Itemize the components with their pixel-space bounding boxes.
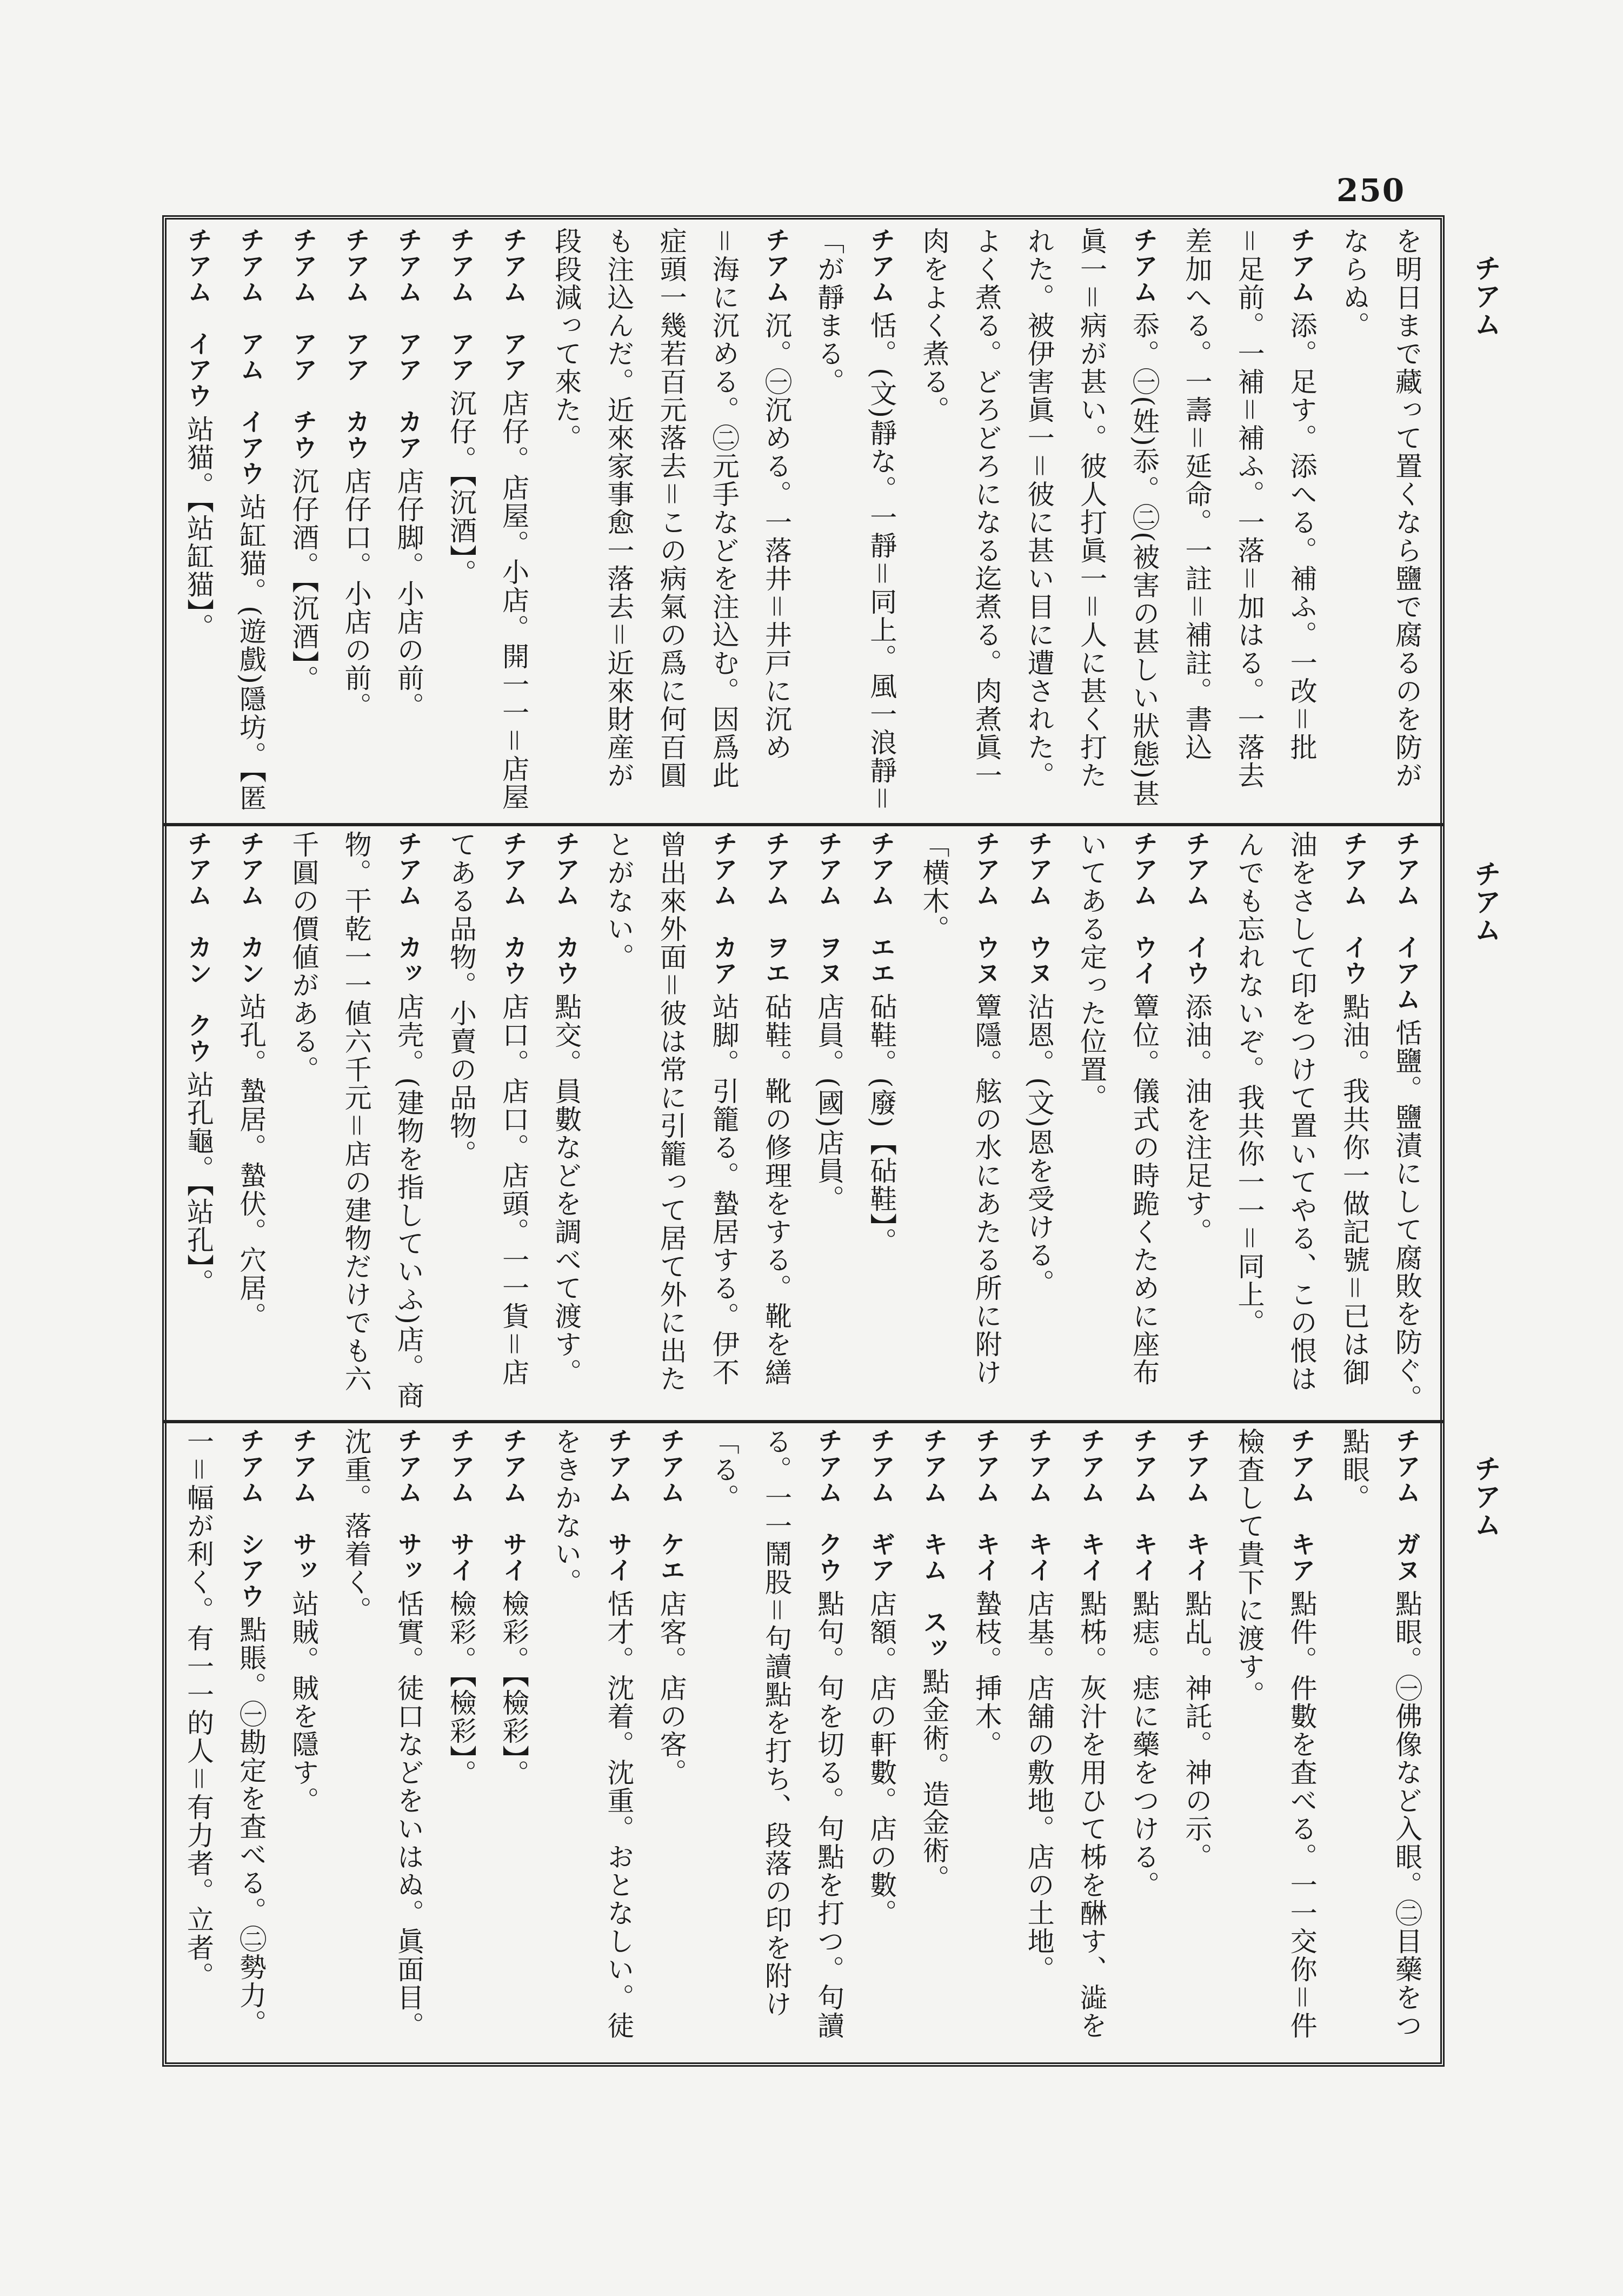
dictionary-section-bottom [172,1428,1433,2055]
entry-text: 恬才。沈着。沈重。おとなしい。徒 [603,1590,635,2040]
entry-text: も注込んだ。近來家事愈一落去＝近來財産が [603,227,635,789]
entry-text: ならぬ。 [1338,227,1370,340]
entry-reading: チアム イウ [1182,831,1212,986]
entry-text: 點賬。㊀勘定を査べる。㊁勢力。 [235,1616,267,2038]
dictionary-column [331,227,382,817]
entry-text: 檢彩。【檢彩】。 [445,1590,477,1788]
entry-reading: チアム カッ [394,831,423,986]
dictionary-column [1224,227,1275,817]
dictionary-column [1014,1428,1065,2055]
dictionary-column [174,831,224,1414]
dictionary-column [751,227,802,817]
dictionary-column [278,227,329,817]
entry-reading: チアム カウ [551,831,581,986]
dictionary-column [1382,831,1433,1414]
dictionary-column [1119,1428,1170,2055]
entry-text: 點痣。痣に藥をつける。 [1128,1590,1160,1899]
entry-text: 點柹。灰汁を用ひて柹を醂す、澁を [1075,1590,1107,2040]
entry-text: 點油。我共你一做記號＝已は御 [1338,993,1370,1386]
dictionary-column [909,227,960,817]
entry-text: 沉。㊀沉める。一落井＝井戸に沉め [760,311,792,761]
entry-text: ＝足前。一補＝補ふ。一落＝加はる。一落去 [1233,227,1265,789]
entry-text: 忝。㊀(姓)忝。㊁(被害の甚しい狀態)甚 [1128,311,1160,808]
entry-reading: チアム サッ [289,1428,318,1583]
entry-text: 站缸猫。(遊戲)隱坊。【匿 [235,493,267,813]
entry-text: とがない。 [603,831,635,971]
dictionary-column [489,831,540,1414]
entry-reading: チアム キム スッ [919,1428,949,1661]
section-divider-lower [162,1420,1445,1423]
entry-reading: チアム サイ [499,1428,529,1583]
entry-text: 檢査して貴下に渡す。 [1233,1428,1265,1709]
entry-text: 站孔龜。【站孔】。 [183,1071,215,1297]
entry-text: 店客。店の客。 [655,1590,687,1787]
entry-reading: チアム アア カア [394,227,423,461]
entry-reading: チアム クウ [814,1428,844,1583]
entry-text: 店口。店口。店頭。一一貨＝店 [498,993,530,1386]
section-divider-upper [162,823,1445,826]
entry-reading: チアム シアウ [236,1428,266,1609]
entry-reading: チアム キア [1287,1428,1316,1583]
running-head-middle: チアム [1470,860,1501,944]
entry-text: 蟄枝。挿木。 [970,1590,1002,1759]
dictionary-column [1276,1428,1327,2055]
entry-text: 沈重。落着く。 [340,1428,372,1624]
entry-text: 砧鞋。靴の修理をする。靴を繕 [760,993,792,1386]
entry-text: 添油。油を注足す。 [1181,993,1213,1246]
dictionary-column [961,831,1012,1414]
dictionary-column [856,227,907,817]
entry-text: 點交。員數などを調べて渡す。 [550,993,582,1386]
dictionary-column [174,1428,224,2055]
dictionary-column [594,1428,644,2055]
dictionary-column [1329,227,1380,817]
dictionary-column [278,1428,329,2055]
entry-text: 差加へる。一壽＝延命。一註＝補註。書込 [1181,227,1213,761]
entry-text: 點乩。神託。神の示。 [1181,1590,1213,1871]
entry-text: 站孔。蟄居。蟄伏。穴居。 [235,993,267,1330]
dictionary-column [1329,831,1380,1414]
entry-text: 恬鹽。鹽漬にして腐敗を防ぐ。 [1391,1019,1422,1412]
dictionary-column [436,831,487,1414]
dictionary-column [961,1428,1012,2055]
entry-reading: チアム ウイ [1129,831,1159,986]
dictionary-column [278,831,329,1414]
entry-reading: チアム カン クウ [184,831,214,1064]
dictionary-column [541,1428,592,2055]
dictionary-column [804,831,855,1414]
entry-text: 店仔。店屋。小店。開一一＝店屋 [498,389,530,811]
dictionary-column [594,831,644,1414]
entry-reading: チアム ウヌ [972,831,1001,986]
entry-text: 「る。 [708,1428,740,1512]
entry-text: 添。足す。添へる。補ふ。一改＝批 [1286,311,1318,761]
entry-text: 恬。(文)靜な。一靜＝同上。風一浪靜＝ [866,311,897,813]
dictionary-column [751,831,802,1414]
entry-text: 站脚。引籠る。蟄居する。伊不 [708,993,740,1386]
entry-reading: チアム アア [499,227,529,383]
entry-text: 店額。店の軒數。店の數。 [866,1590,897,1927]
dictionary-column [856,831,907,1414]
entry-text: 物。干乾一一値六千元＝店の建物だけでも六 [340,831,372,1393]
dictionary-column [699,1428,750,2055]
dictionary-column [1276,227,1327,817]
entry-text: ＝海に沉める。㊁元手などを注込む。因爲此 [708,227,740,789]
dictionary-column [1067,831,1118,1414]
dictionary-column [384,831,435,1414]
entry-text: 一＝幅が利く。有一一的人＝有力者。立者。 [183,1428,215,1990]
dictionary-column [646,1428,697,2055]
dictionary-column [856,1428,907,2055]
entry-text: 店壳。(建物を指していふ)店。商 [393,993,424,1410]
entry-reading: チアム サッ [394,1428,423,1583]
dictionary-column [961,227,1012,817]
entry-text: よく煮る。どろどろになる迄煮る。肉煮眞一 [970,227,1002,789]
dictionary-column [1382,1428,1433,2055]
entry-text: 砧鞋。(廢)【砧鞋】。 [866,993,897,1256]
entry-reading: チアム キイ [972,1428,1001,1583]
entry-reading: チアム ウヌ [1024,831,1054,986]
entry-reading: チアム [1287,227,1316,305]
entry-text: 沉仔。【沉酒】。 [445,389,477,587]
entry-text: 點金術。造金術。 [918,1668,950,1893]
entry-text: 沉仔酒。【沉酒】。 [288,467,320,693]
page-number: 250 [1336,172,1406,209]
entry-text: 檢彩。【檢彩】。 [498,1590,530,1788]
dictionary-column [1014,227,1065,817]
dictionary-column [594,227,644,817]
entry-reading: チアム カン [236,831,266,986]
entry-text: 症頭一幾若百元落去＝この病氣の爲に何百圓 [655,227,687,789]
entry-reading: チアム キイ [1129,1428,1159,1583]
dictionary-column [1067,227,1118,817]
entry-text: いてある定った位置。 [1075,831,1107,1112]
entry-text: てある品物。小賣の品物。 [445,831,477,1168]
running-head-bottom: チアム [1470,1455,1501,1539]
dictionary-column [1014,831,1065,1414]
dictionary-column [804,227,855,817]
entry-reading: チアム イウ [1339,831,1369,986]
entry-text: 點句。句を切る。句點を打つ。句讀 [813,1590,845,2040]
dictionary-column [489,227,540,817]
dictionary-column [699,227,750,817]
entry-reading: チアム カウ [499,831,529,986]
entry-reading: チアム サイ [604,1428,634,1583]
entry-reading: チアム [867,227,896,305]
dictionary-column [226,1428,277,2055]
dictionary-column [331,1428,382,2055]
entry-text: 站賊。賊を隱す。 [288,1590,320,1815]
entry-reading: チアム アア カウ [341,227,371,461]
entry-text: 沾恩。(文)恩を受ける。 [1023,993,1055,1298]
dictionary-column [1276,831,1327,1414]
entry-text: 點眼。㊀佛像など入眼。㊁目藥をつ [1391,1590,1422,2040]
entry-text: をきかない。 [550,1428,582,1596]
entry-text: 簟位。儀式の時跪くために座布 [1128,993,1160,1386]
entry-text: 店仔口。小店の前。 [340,467,372,720]
entry-text: 點件。件數を査べる。一一交你＝件 [1286,1590,1318,2040]
entry-reading: チアム アア チウ [289,227,318,461]
entry-text: 油をさして印をつけて置いてやる、この恨は [1286,831,1318,1393]
dictionary-column [384,227,435,817]
dictionary-column [331,831,382,1414]
dictionary-column [1224,1428,1275,2055]
dictionary-column [1172,227,1222,817]
entry-text: 店基。店舖の敷地。店の土地。 [1023,1590,1055,1983]
dictionary-column [1382,227,1433,817]
entry-reading: チアム イアム [1392,831,1421,1012]
entry-reading: チアム ギア [867,1428,896,1583]
entry-reading: チアム ケエ [656,1428,686,1583]
entry-text: 肉をよく煮る。 [918,227,950,424]
entry-text: を明日まで藏って置くなら鹽で腐るのを防が [1391,227,1422,789]
entry-reading: チアム カア [709,831,739,986]
entry-reading: チアム キイ [1024,1428,1054,1583]
entry-reading: チアム サイ [446,1428,476,1583]
entry-text: 簟隱。舷の水にあたる所に附け [970,993,1002,1386]
entry-text: んでも忘れないぞ。我共你一一＝同上。 [1233,831,1265,1337]
entry-text: 「が靜まる。 [813,227,845,396]
entry-reading: チアム キイ [1076,1428,1106,1583]
dictionary-column [436,1428,487,2055]
entry-text: れた。被伊害眞一＝彼に甚い目に遭された。 [1023,227,1055,789]
dictionary-column [1067,1428,1118,2055]
entry-text: る。一一鬧股＝句讀點を打ち、段落の印を附け [760,1428,792,2018]
dictionary-column [541,227,592,817]
entry-reading: チアム イアウ [184,227,214,409]
dictionary-section-top [172,227,1433,817]
entry-reading: チアム ヲエ [761,831,791,986]
dictionary-column [1119,227,1170,817]
dictionary-column [751,1428,802,2055]
entry-reading: チアム アア [446,227,476,383]
dictionary-section-middle [172,831,1433,1414]
entry-text: 點眼。 [1338,1428,1370,1512]
dictionary-column [1119,831,1170,1414]
dictionary-column [909,831,960,1414]
entry-reading: チアム ガヌ [1392,1428,1421,1583]
entry-text: 「横木。 [918,831,950,943]
entry-reading: チアム キイ [1182,1428,1212,1583]
entry-text: 千圓の價値がある。 [288,831,320,1084]
entry-reading: チアム [1129,227,1159,305]
entry-reading: チアム エエ [867,831,896,986]
entry-reading: チアム アム イアウ [236,227,266,487]
entry-text: 店仔脚。小店の前。 [393,467,424,720]
entry-text: 店員。(國)店員。 [813,993,845,1213]
dictionary-column [226,831,277,1414]
running-head-top: チアム [1470,254,1501,339]
entry-text: 段段減って來た。 [550,227,582,452]
dictionary-column [1172,1428,1222,2055]
dictionary-column [174,227,224,817]
entry-text: 曾出來外面＝彼は常に引籠って居て外に出た [655,831,687,1393]
dictionary-column [226,227,277,817]
dictionary-column [436,227,487,817]
dictionary-column [646,831,697,1414]
dictionary-column [1224,831,1275,1414]
dictionary-column [541,831,592,1414]
dictionary-column [646,227,697,817]
entry-reading: チアム ヲヌ [814,831,844,986]
entry-text: 眞一＝病が甚い。彼人打眞一＝人に甚く打た [1075,227,1107,789]
dictionary-column [489,1428,540,2055]
dictionary-column [1172,831,1222,1414]
dictionary-column [1329,1428,1380,2055]
dictionary-column [384,1428,435,2055]
entry-text: 恬實。徒口などをいはぬ。眞面目。 [393,1590,424,2040]
dictionary-column [909,1428,960,2055]
dictionary-column [804,1428,855,2055]
entry-reading: チアム [761,227,791,305]
entry-text: 站猫。【站缸猫】。 [183,415,215,641]
dictionary-column [699,831,750,1414]
